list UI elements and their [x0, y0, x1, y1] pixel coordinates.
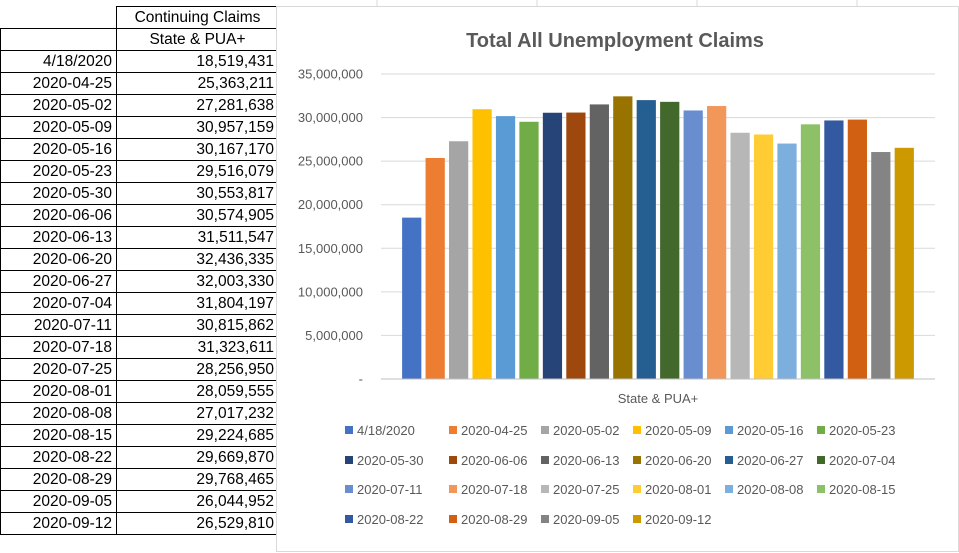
legend-label: 2020-08-01 — [645, 482, 712, 497]
table-row — [1, 249, 281, 271]
table-row — [1, 139, 281, 161]
legend-swatch — [633, 426, 641, 434]
legend-swatch — [449, 426, 457, 434]
legend-swatch — [541, 515, 549, 523]
table-row — [1, 403, 281, 425]
date-cell[interactable]: 2020-09-12 — [1, 513, 117, 535]
claims-value-cell[interactable]: 29,224,685 — [117, 425, 281, 447]
bar-2020-08-01[interactable] — [754, 134, 773, 379]
legend-item[interactable] — [541, 453, 620, 468]
legend-swatch — [633, 485, 641, 493]
table-row — [1, 359, 281, 381]
bar-2020-05-09[interactable] — [472, 109, 491, 379]
bars — [402, 96, 914, 379]
claims-value-cell[interactable]: 31,323,611 — [117, 337, 281, 359]
date-cell[interactable]: 2020-06-27 — [1, 271, 117, 293]
claims-table — [0, 6, 281, 535]
bar-2020-04-25[interactable] — [426, 158, 445, 379]
claims-value-cell[interactable]: 30,815,862 — [117, 315, 281, 337]
bar-2020-08-22[interactable] — [824, 120, 843, 379]
legend-item[interactable] — [633, 482, 712, 497]
date-cell[interactable]: 2020-08-08 — [1, 403, 117, 425]
date-cell[interactable]: 2020-06-13 — [1, 227, 117, 249]
table-row — [1, 161, 281, 183]
subheader-blank-cell[interactable] — [1, 29, 117, 51]
date-cell[interactable]: 2020-07-18 — [1, 337, 117, 359]
table-row — [1, 227, 281, 249]
legend-swatch — [725, 426, 733, 434]
bar-2020-05-30[interactable] — [543, 113, 562, 379]
bar-2020-07-18[interactable] — [707, 106, 726, 379]
legend-label: 2020-07-18 — [461, 482, 528, 497]
legend-label: 2020-09-12 — [645, 512, 712, 527]
chart-canvas — [277, 7, 959, 553]
bar-2020-08-08[interactable] — [777, 144, 796, 379]
legend-label: 2020-08-08 — [737, 482, 804, 497]
legend-label: 4/18/2020 — [357, 423, 415, 438]
legend — [345, 423, 896, 527]
date-cell[interactable]: 2020-07-11 — [1, 315, 117, 337]
date-cell[interactable]: 2020-06-06 — [1, 205, 117, 227]
date-cell[interactable]: 2020-08-01 — [1, 381, 117, 403]
date-cell[interactable]: 2020-05-23 — [1, 161, 117, 183]
claims-value-cell[interactable]: 25,363,211 — [117, 73, 281, 95]
claims-value-cell[interactable]: 29,669,870 — [117, 447, 281, 469]
legend-swatch — [541, 456, 549, 464]
legend-swatch — [633, 456, 641, 464]
legend-item[interactable] — [345, 423, 415, 438]
claims-value-cell[interactable]: 30,957,159 — [117, 117, 281, 139]
table-row — [1, 205, 281, 227]
legend-item[interactable] — [449, 453, 528, 468]
header-blank-cell[interactable] — [1, 7, 117, 29]
legend-swatch — [345, 485, 353, 493]
legend-swatch — [817, 456, 825, 464]
legend-item[interactable] — [633, 423, 712, 438]
date-cell[interactable]: 2020-05-30 — [1, 183, 117, 205]
bar-2020-08-15[interactable] — [801, 124, 820, 379]
bar-2020-06-20[interactable] — [613, 96, 632, 379]
date-cell[interactable]: 2020-07-25 — [1, 359, 117, 381]
claims-value-cell[interactable]: 30,553,817 — [117, 183, 281, 205]
legend-label: 2020-07-11 — [357, 482, 423, 497]
table-row — [1, 117, 281, 139]
claims-value-cell[interactable]: 29,516,079 — [117, 161, 281, 183]
legend-label: 2020-08-29 — [461, 512, 528, 527]
table-row — [1, 73, 281, 95]
y-tick-label: 15,000,000 — [297, 240, 363, 256]
legend-label: 2020-05-16 — [737, 423, 804, 438]
legend-swatch — [817, 426, 825, 434]
table-row — [1, 95, 281, 117]
legend-label: 2020-04-25 — [461, 423, 528, 438]
table-row — [1, 337, 281, 359]
header-state-pua[interactable]: State & PUA+ — [117, 29, 281, 51]
bar-2020-09-05[interactable] — [871, 152, 890, 379]
legend-item[interactable] — [541, 482, 620, 497]
claims-value-cell[interactable]: 30,574,905 — [117, 205, 281, 227]
y-tick-label: 30,000,000 — [297, 110, 363, 126]
claims-value-cell[interactable]: 26,044,952 — [117, 491, 281, 513]
claims-value-cell[interactable]: 30,167,170 — [117, 139, 281, 161]
legend-item[interactable] — [817, 423, 896, 438]
date-cell[interactable]: 2020-06-20 — [1, 249, 117, 271]
legend-item[interactable] — [725, 482, 804, 497]
table-row — [1, 425, 281, 447]
claims-value-cell[interactable]: 31,804,197 — [117, 293, 281, 315]
legend-label: 2020-05-09 — [645, 423, 712, 438]
y-tick-label: 25,000,000 — [297, 153, 363, 169]
legend-swatch — [449, 515, 457, 523]
legend-swatch — [633, 515, 641, 523]
date-cell[interactable]: 4/18/2020 — [1, 51, 117, 73]
legend-label: 2020-05-23 — [829, 423, 896, 438]
legend-item[interactable] — [725, 423, 804, 438]
legend-swatch — [449, 456, 457, 464]
date-cell[interactable]: 2020-05-09 — [1, 117, 117, 139]
legend-label: 2020-06-27 — [737, 453, 804, 468]
legend-item[interactable] — [345, 482, 423, 497]
header-continuing-claims[interactable]: Continuing Claims — [117, 7, 281, 29]
legend-item[interactable] — [817, 482, 896, 497]
legend-label: 2020-08-22 — [357, 512, 424, 527]
table-row — [1, 293, 281, 315]
bar-2020-05-02[interactable] — [449, 141, 468, 379]
legend-item[interactable] — [449, 482, 528, 497]
legend-item[interactable] — [449, 512, 528, 527]
claims-value-cell[interactable]: 27,017,232 — [117, 403, 281, 425]
bar-2020-07-25[interactable] — [730, 133, 749, 379]
bar-2020-09-12[interactable] — [895, 148, 914, 379]
legend-label: 2020-09-05 — [553, 512, 620, 527]
legend-label: 2020-06-06 — [461, 453, 528, 468]
y-tick-label: - — [358, 371, 363, 387]
table-header-row — [1, 7, 281, 29]
legend-swatch — [541, 485, 549, 493]
date-cell[interactable]: 2020-08-29 — [1, 469, 117, 491]
bar-2020-05-16[interactable] — [496, 116, 515, 379]
claims-value-cell[interactable]: 18,519,431 — [117, 51, 281, 73]
legend-label: 2020-05-30 — [357, 453, 424, 468]
claims-value-cell[interactable]: 27,281,638 — [117, 95, 281, 117]
table-row — [1, 491, 281, 513]
claims-value-cell[interactable]: 32,436,335 — [117, 249, 281, 271]
legend-item[interactable] — [541, 512, 620, 527]
legend-label: 2020-07-04 — [829, 453, 896, 468]
legend-item[interactable] — [817, 453, 896, 468]
date-cell[interactable]: 2020-07-04 — [1, 293, 117, 315]
legend-swatch — [345, 426, 353, 434]
claims-value-cell[interactable]: 28,256,950 — [117, 359, 281, 381]
y-tick-label: 20,000,000 — [297, 197, 363, 213]
legend-label: 2020-08-15 — [829, 482, 896, 497]
legend-label: 2020-07-25 — [553, 482, 620, 497]
legend-item[interactable] — [345, 512, 424, 527]
bar-2020-07-04[interactable] — [660, 102, 679, 379]
y-axis-ticks — [298, 67, 363, 387]
legend-item[interactable] — [541, 423, 620, 438]
date-cell[interactable]: 2020-04-25 — [1, 73, 117, 95]
legend-swatch — [725, 485, 733, 493]
legend-swatch — [725, 456, 733, 464]
table-row — [1, 447, 281, 469]
x-axis-category-label: State & PUA+ — [617, 391, 699, 406]
date-cell[interactable]: 2020-05-16 — [1, 139, 117, 161]
bar-2020-07-11[interactable] — [684, 110, 703, 379]
legend-label: 2020-06-20 — [645, 453, 712, 468]
date-cell[interactable]: 2020-08-15 — [1, 425, 117, 447]
legend-item[interactable] — [633, 453, 712, 468]
date-cell[interactable]: 2020-08-22 — [1, 447, 117, 469]
y-tick-label: 35,000,000 — [297, 66, 363, 82]
claims-value-cell[interactable]: 28,059,555 — [117, 381, 281, 403]
table-row — [1, 315, 281, 337]
legend-swatch — [817, 485, 825, 493]
claims-value-cell[interactable]: 32,003,330 — [117, 271, 281, 293]
date-cell[interactable]: 2020-09-05 — [1, 491, 117, 513]
table-row — [1, 381, 281, 403]
date-cell[interactable]: 2020-05-02 — [1, 95, 117, 117]
legend-swatch — [449, 485, 457, 493]
table-row — [1, 469, 281, 491]
legend-swatch — [345, 515, 353, 523]
legend-item[interactable] — [725, 453, 804, 468]
table-subheader-row — [1, 29, 281, 51]
claims-value-cell[interactable]: 31,511,547 — [117, 227, 281, 249]
bar-2020-06-06[interactable] — [566, 113, 585, 379]
table-row — [1, 51, 281, 73]
bar-4-18-2020[interactable] — [402, 218, 421, 379]
table-row — [1, 513, 281, 535]
legend-item[interactable] — [345, 453, 424, 468]
y-tick-label: 10,000,000 — [297, 284, 363, 300]
table-row — [1, 271, 281, 293]
chart-title: Total All Unemployment Claims — [466, 30, 764, 52]
bar-2020-06-27[interactable] — [637, 100, 656, 379]
legend-label: 2020-06-13 — [553, 453, 620, 468]
table-row — [1, 183, 281, 205]
legend-label: 2020-05-02 — [553, 423, 620, 438]
bar-2020-06-13[interactable] — [590, 104, 609, 379]
bar-2020-05-23[interactable] — [519, 122, 538, 379]
y-tick-label: 5,000,000 — [305, 327, 363, 343]
legend-swatch — [345, 456, 353, 464]
claims-value-cell[interactable]: 26,529,810 — [117, 513, 281, 535]
legend-swatch — [541, 426, 549, 434]
claims-value-cell[interactable]: 29,768,465 — [117, 469, 281, 491]
unemployment-claims-chart[interactable] — [276, 6, 959, 552]
legend-item[interactable] — [633, 512, 712, 527]
legend-item[interactable] — [449, 423, 528, 438]
bar-2020-08-29[interactable] — [848, 120, 867, 379]
